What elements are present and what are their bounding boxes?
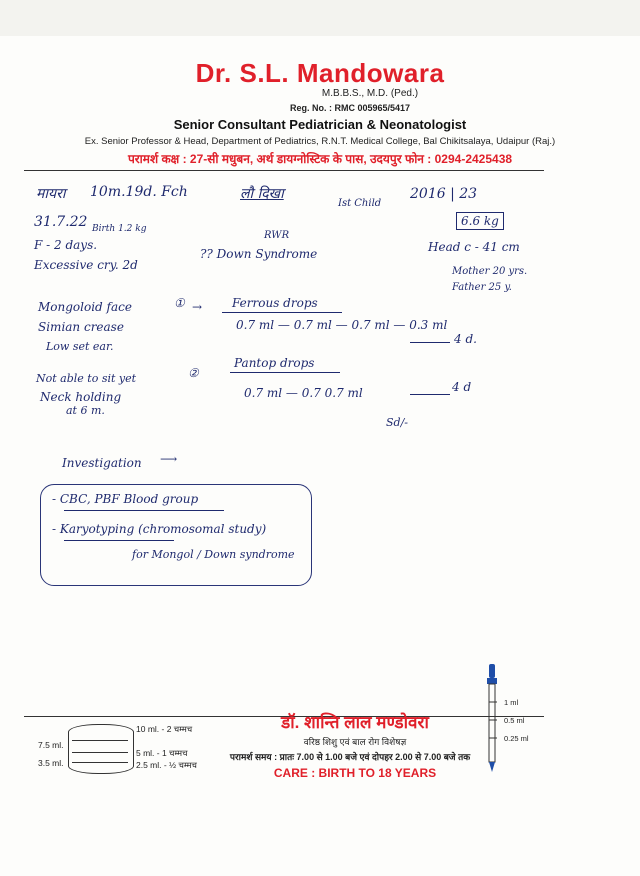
clinic-address: परामर्श कक्ष : 27-सी मधुबन, अर्थ डायग्नोस्टिक के पास, उदयपुर फोन : 0294-2425438 (127, 152, 513, 166)
investigation-arrow: ⟶ (160, 452, 178, 466)
patient-name: मायरा (36, 186, 66, 202)
cup-label-3-5ml: 3.5 ml. (38, 758, 64, 768)
investigation-item-karyotyping-underline (64, 540, 174, 541)
patient-weight: 6.6 kg (456, 212, 504, 230)
complaint-excessive-cry: Excessive cry. 2d (34, 258, 138, 272)
signature: Sd/- (386, 416, 408, 429)
investigation-heading: Investigation (62, 456, 142, 470)
registration-number: Reg. No. : RMC 005965/5417 (289, 103, 411, 113)
rx1-duration: 4 d. (454, 332, 477, 346)
investigation-item-karyotyping: - Karyotyping (chromosomal study) (52, 522, 267, 536)
provisional-diagnosis: ?? Down Syndrome (200, 247, 318, 261)
footer-care-range: CARE : BIRTH TO 18 YEARS (273, 766, 437, 780)
investigation-item-cbc: - CBC, PBF Blood group (52, 492, 199, 506)
cup-line-2 (72, 752, 128, 753)
rx2-dash (410, 394, 450, 395)
mother-age: Mother 20 yrs. (452, 266, 528, 277)
investigation-item-cbc-underline (64, 510, 224, 511)
doctor-affiliation: Ex. Senior Professor & Head, Department of Pediatrics, R.N.T. Medical College, Bal Chikitsalaya, Udaipur (Raj.) (84, 136, 556, 147)
visit-date: 2016 | 23 (410, 186, 478, 202)
rx2-underline (230, 372, 340, 373)
doctor-title: Senior Consultant Pediatrician & Neonatologist (173, 117, 467, 132)
finding-neck-holding: Neck holding (40, 390, 122, 404)
finding-mongoloid-face: Mongoloid face (38, 300, 132, 314)
doctor-degrees: M.B.B.S., M.D. (Ped.) (321, 88, 419, 99)
finding-at-6m: at 6 m. (66, 404, 105, 417)
birth-weight: Birth 1.2 kg (92, 224, 147, 234)
patient-age-sex: 10m.19d. Fch (90, 184, 188, 200)
rx2-dose: 0.7 ml — 0.7 0.7 ml (244, 386, 363, 400)
history-date: 31.7.22 (34, 214, 88, 230)
cup-label-5ml: 5 ml. - 1 चम्मच (136, 748, 188, 758)
finding-lowset-ear: Low set ear. (46, 340, 114, 353)
finding-simian-crease: Simian crease (38, 320, 124, 334)
rx1-medicine: Ferrous drops (232, 296, 318, 310)
dropper-icon (484, 664, 500, 774)
doctor-name: Dr. S.L. Mandowara (195, 58, 445, 88)
finding-not-able-sit: Not able to sit yet (36, 372, 137, 385)
visit-type: लौ दिखा (240, 186, 284, 202)
footer-specialty-hindi: वरिष्ठ शिशु एवं बाल रोग विशेषज्ञ (303, 737, 407, 747)
rx1-dash (410, 342, 450, 343)
cup-label-7-5ml: 7.5 ml. (38, 740, 64, 750)
cup-line-1 (72, 740, 128, 741)
footer-timing: परामर्श समय : प्रातः 7.00 से 1.00 बजे एवं दोपहर 2.00 से 7.00 बजे तक (229, 752, 471, 762)
rx2-duration: 4 d (452, 380, 472, 394)
cup-label-2-5ml: 2.5 ml. - ½ चम्मच (136, 760, 197, 770)
investigation-item-note: for Mongol / Down syndrome (132, 548, 295, 561)
footer-doctor-name-hindi: डॉ. शान्ति लाल मण्डोवरा (281, 713, 429, 732)
paper-top-edge (0, 0, 640, 36)
rx1-underline (222, 312, 342, 313)
dropper-label-0-25ml: 0.25 ml (504, 734, 529, 743)
measuring-cup-graphic (68, 724, 134, 774)
complaint-fever: F - 2 days. (34, 238, 98, 252)
rx2-marker: ② (188, 366, 199, 380)
head-circumference: Head c - 41 cm (428, 240, 520, 254)
rx1-arrow: → (192, 300, 203, 314)
dropper-label-0-5ml: 0.5 ml (504, 716, 525, 725)
rx1-marker: ① (174, 296, 185, 310)
dropper-label-1ml: 1 ml (504, 698, 519, 707)
cup-line-3 (72, 762, 128, 763)
father-age: Father 25 y. (452, 282, 512, 293)
rx1-dose: 0.7 ml — 0.7 ml — 0.7 ml — 0.3 ml (236, 318, 448, 332)
rx2-medicine: Pantop drops (234, 356, 315, 370)
first-child-note: Ist Child (338, 198, 382, 209)
rwr-note: RWR (264, 230, 290, 241)
header-rule (24, 170, 544, 171)
cup-label-10ml: 10 ml. - 2 चम्मच (136, 724, 193, 734)
